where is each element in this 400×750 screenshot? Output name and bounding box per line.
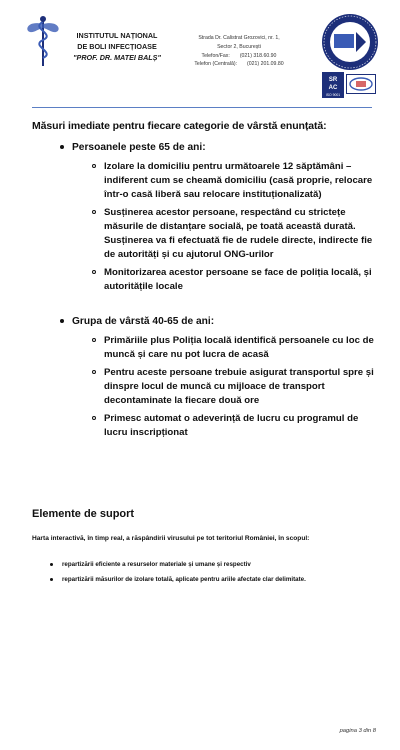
address-line1: Strada Dr. Calistrat Grozovici, nr. 1, xyxy=(198,35,280,41)
main-content xyxy=(32,120,377,590)
group-title xyxy=(32,316,377,327)
central-row xyxy=(180,60,298,69)
list-item-text: Primăriile plus Poliția locală identifică persoanele cu loc de muncă și care nu pot lucra de acasă xyxy=(104,335,374,360)
support-heading: Elemente de suport xyxy=(32,508,135,520)
support-paragraph-text: în timp real, a răspândirii virusului pe tot teritoriul României, în scopul: xyxy=(85,535,310,542)
list-item-text: Monitorizarea acestor persoane se face de poliția locală, și autoritățile locale xyxy=(104,267,372,292)
list-item xyxy=(32,575,377,584)
list-item xyxy=(32,366,377,408)
bullet-dot xyxy=(50,578,53,581)
institute-name-line3: "PROF. DR. MATEI BALȘ" xyxy=(73,53,161,62)
bullet-ring xyxy=(92,210,96,214)
contact-info xyxy=(180,34,298,69)
phone-row xyxy=(180,52,298,61)
support-paragraph-title: Harta interactivă, xyxy=(32,535,86,542)
bullet-dot xyxy=(50,563,53,566)
spacer xyxy=(32,298,377,316)
list-item-text: repartizării măsurilor de izolare totală, aplicate pentru ariile afectate clar delimitate. xyxy=(62,576,306,583)
measures-heading: Măsuri imediate pentru fiecare categorie de vârstă enunțată: xyxy=(32,120,327,132)
list-item-text: Primesc automat o adeverință de lucru cu programul de lucru inscripționat xyxy=(104,413,359,438)
central-value: (021) 201.09.80 xyxy=(247,61,284,68)
bullet-ring xyxy=(92,370,96,374)
svg-text:AC: AC xyxy=(328,85,338,91)
group-title xyxy=(32,142,377,153)
seal-logo-icon xyxy=(320,12,380,72)
header-divider xyxy=(32,107,372,108)
list-item xyxy=(32,412,377,440)
central-label: Telefon (Centrală): xyxy=(194,61,238,68)
list-item-text: Izolare la domiciliu pentru următoarele 12 săptămâni – indiferent cum se cheamă domiciliu (casă proprie, relocare într-o casă liberă sau relocare instituționalizată) xyxy=(104,161,373,200)
bullet-ring xyxy=(92,270,96,274)
bullet-ring xyxy=(92,164,96,168)
institute-name-line1: INSTITUTUL NAȚIONAL xyxy=(76,31,158,40)
institute-logo-icon xyxy=(20,14,66,70)
list-item-text: Pentru aceste persoane trebuie asigurat transportul spre și dinspre locul de muncă cu mijloace de transport decontaminate la fiecare două ore xyxy=(104,367,374,406)
bullet-dot xyxy=(60,319,64,323)
bullet-dot xyxy=(60,145,64,149)
phone-value: (021) 318.60.90 xyxy=(239,52,277,59)
list-item xyxy=(32,206,377,262)
iqnet-certification-icon xyxy=(346,74,376,94)
spacer xyxy=(32,444,377,508)
group-title-text: Grupa de vârstă 40-65 de ani: xyxy=(72,316,215,327)
list-item xyxy=(32,160,377,202)
list-item-text: Susținerea acestor persoane, respectând cu strictețe măsurile de distanțare socială, pe toată această durată. Susținerea va fi efectuată fie de rudele directe, indirecte fie de autorități și cu ajutorul ONG-urilor xyxy=(104,207,373,260)
svg-text:ISO 9001: ISO 9001 xyxy=(325,93,341,97)
phone-label: Telefon/Fax: xyxy=(201,52,230,59)
support-paragraph xyxy=(32,534,377,544)
list-item xyxy=(32,560,377,569)
list-item xyxy=(32,266,377,294)
page-number: pagina 3 din 8 xyxy=(339,728,376,734)
svg-text:SR: SR xyxy=(328,77,338,83)
bullet-ring xyxy=(92,338,96,342)
institute-name-line2: DE BOLI INFECȚIOASE xyxy=(77,42,157,51)
srac-certification-icon xyxy=(322,72,344,98)
list-item xyxy=(32,334,377,362)
address-line2: Sector 2, București xyxy=(217,43,261,50)
group-title-text: Persoanele peste 65 de ani: xyxy=(72,142,206,153)
institute-name xyxy=(62,30,172,63)
list-item-text: repartizării eficiente a resurselor materiale și umane și respectiv xyxy=(62,561,251,568)
bullet-ring xyxy=(92,416,96,420)
